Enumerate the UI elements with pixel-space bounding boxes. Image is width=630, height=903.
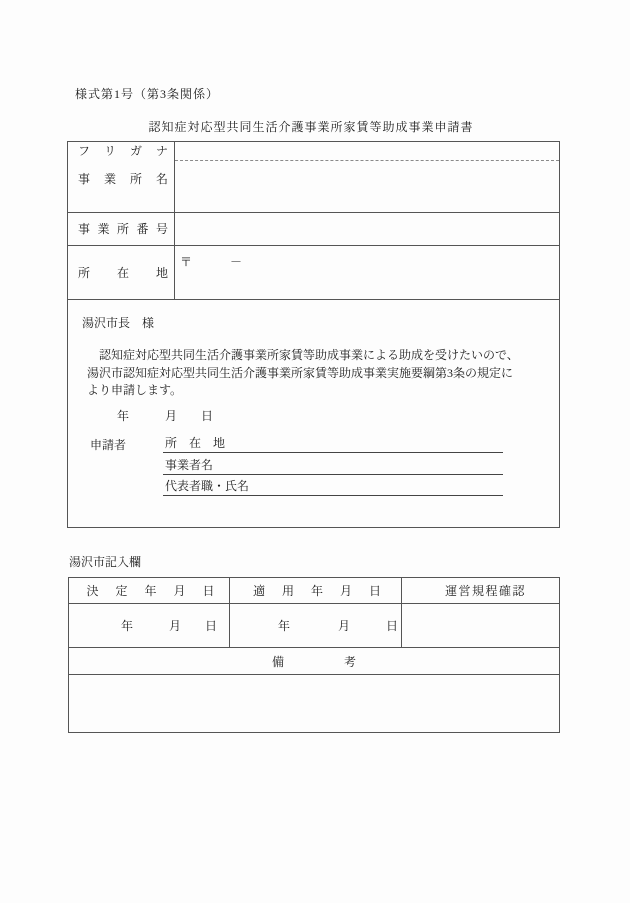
apply-date-cell[interactable] [230, 604, 402, 647]
city-table-header-row [69, 578, 559, 604]
applicant-address-label: 所 在 地 [165, 436, 226, 451]
decision-date-cell[interactable] [69, 604, 230, 647]
applicant-address-field[interactable] [163, 432, 503, 453]
main-table [67, 141, 560, 528]
address-row [68, 246, 559, 300]
furigana-label: フ リ ガ ナ [78, 144, 168, 158]
form-title: 認知症対応型共同生活介護事業所家賃等助成事業申請書 [148, 120, 474, 134]
office-number-label-cell [68, 213, 175, 245]
office-number-label: 事 業 所 番 号 [78, 222, 168, 236]
office-name-label: 事 業 所 名 [78, 172, 168, 186]
office-name-row [68, 142, 559, 213]
furigana-input[interactable] [175, 142, 559, 161]
applicant-representative-label: 代表者職・氏名 [165, 479, 250, 494]
application-statement [87, 347, 551, 400]
address-input[interactable] [175, 246, 559, 299]
remarks-header [69, 648, 559, 675]
regulation-check-cell[interactable] [402, 604, 559, 647]
office-name-input[interactable] [175, 161, 559, 212]
apply-date-placeholder: 年 月 日 [278, 619, 399, 633]
form-code: 様式第1号（第3条関係） [75, 87, 220, 101]
applicant-label: 申請者 [90, 438, 127, 452]
apply-date-header: 適 用 年 月 日 [230, 578, 402, 603]
decision-date-header: 決 定 年 月 日 [69, 578, 230, 603]
postal-code-placeholder: 〒 － [180, 255, 243, 269]
address-label: 所 在 地 [78, 266, 168, 280]
decision-date-placeholder: 年 月 日 [121, 619, 218, 633]
regulation-check-header: 運営規程確認 [444, 584, 526, 598]
office-name-value-cell [175, 142, 559, 212]
applicant-representative-field[interactable] [163, 475, 503, 496]
office-name-label-cell [68, 142, 175, 212]
city-entry-table [68, 577, 560, 733]
address-label-cell [68, 246, 175, 299]
applicant-business-name-field[interactable] [163, 453, 503, 474]
application-date-placeholder[interactable]: 年 月 日 [117, 409, 214, 423]
remarks-cell[interactable] [69, 675, 559, 732]
office-number-row [68, 213, 559, 246]
statement-line: 認知症対応型共同生活介護事業所家賃等助成事業による助成を受けたいので、 [87, 348, 519, 362]
city-entry-section-title: 湯沢市記入欄 [69, 555, 142, 569]
applicant-business-name-label: 事業者名 [165, 457, 214, 472]
office-number-input[interactable] [175, 213, 559, 245]
remarks-label: 備 考 [271, 654, 356, 669]
city-table-date-row [69, 604, 559, 648]
statement-line: より申請します。 [87, 383, 183, 397]
statement-line: 湯沢市認知症対応型共同生活介護事業所家賃等助成事業実施要綱第3条の規定に [87, 365, 514, 380]
addressee-line: 湯沢市長 様 [82, 316, 155, 330]
application-body-cell [68, 300, 559, 528]
applicant-fields [163, 432, 503, 496]
